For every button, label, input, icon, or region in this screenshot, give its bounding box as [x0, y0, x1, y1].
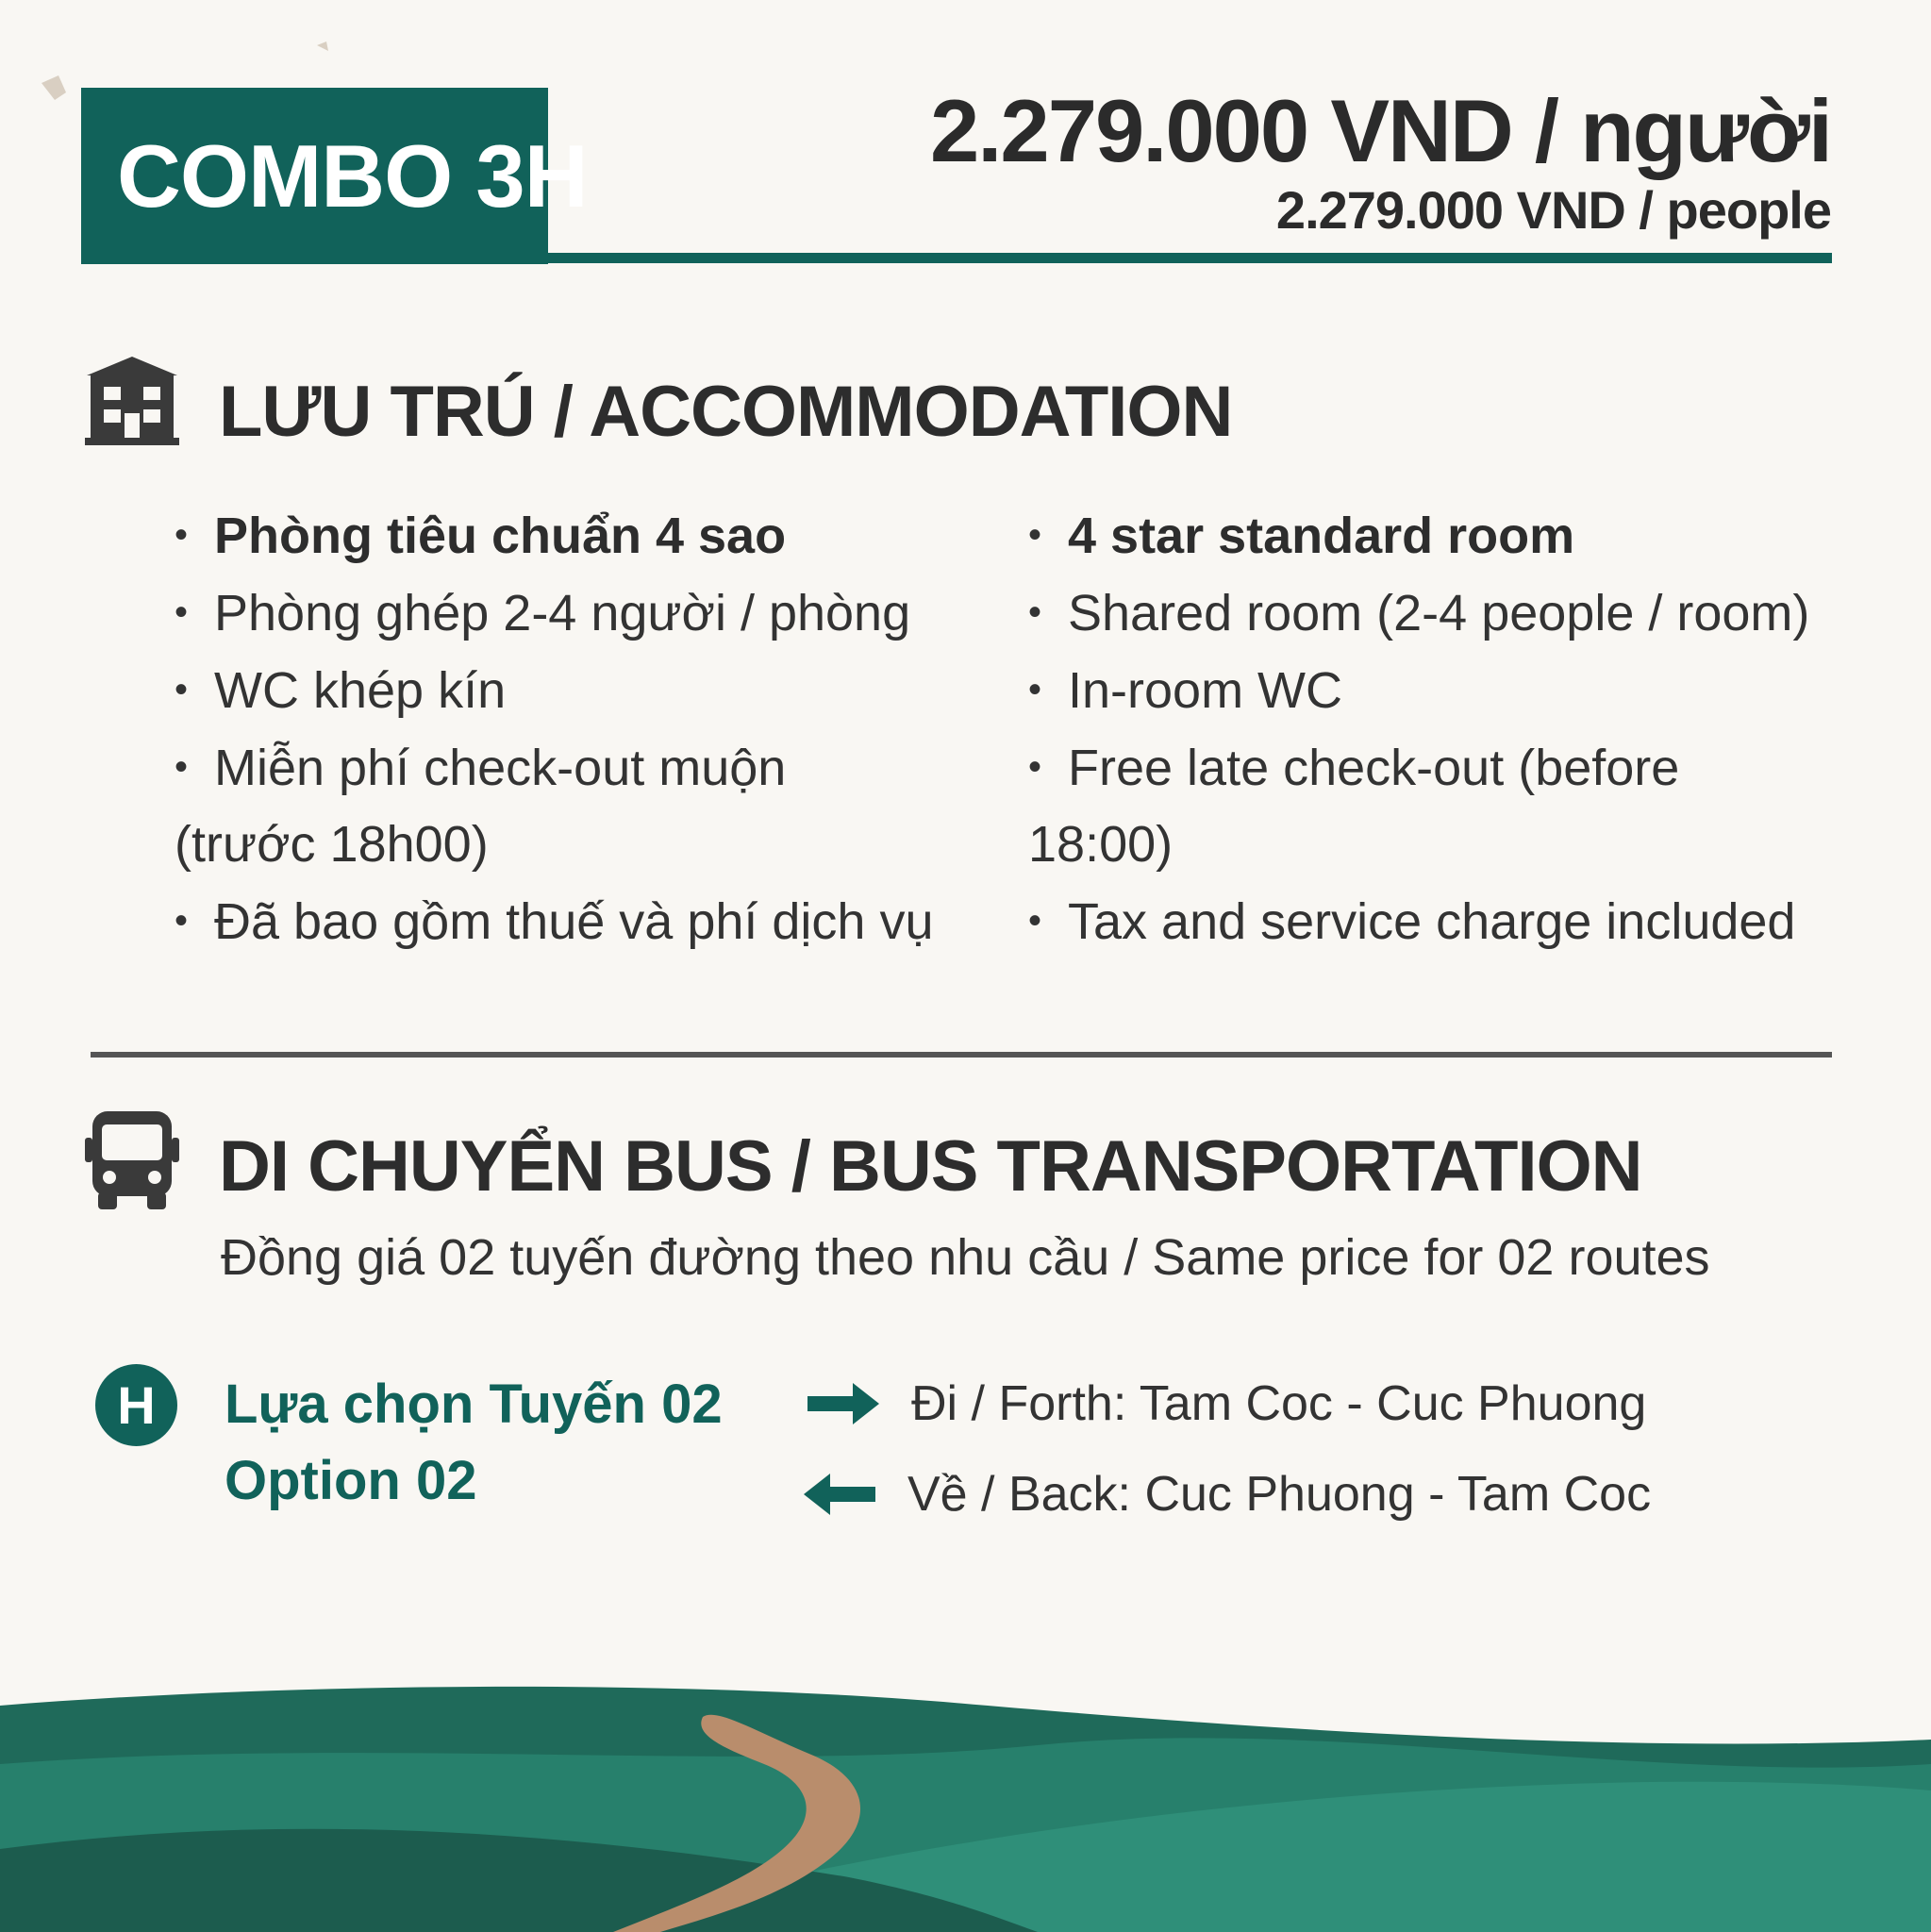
list-item: • Shared room (2-4 people / room) — [1028, 585, 1810, 641]
bus-heading: DI CHUYỂN BUS / BUS TRANSPORTATION — [219, 1126, 1642, 1207]
accommodation-list-vietnamese — [175, 497, 1005, 960]
price-english: 2.279.000 VND / people — [1275, 180, 1831, 240]
route-option-title — [225, 1366, 723, 1519]
building-icon — [85, 355, 179, 445]
bus-icon — [81, 1109, 183, 1211]
route-back: Về / Back: Cuc Phuong - Tam Coc — [907, 1467, 1652, 1522]
route-forth: Đi / Forth: Tam Coc - Cuc Phuong — [911, 1376, 1647, 1431]
section-divider — [91, 1052, 1832, 1058]
list-item: • Phòng ghép 2-4 người / phòng — [175, 585, 911, 641]
list-item: • 4 star standard room — [1028, 508, 1575, 564]
list-item-continuation: (trước 18h00) — [175, 816, 489, 873]
bus-stop-badge-icon: H — [95, 1364, 177, 1446]
bus-subtitle: Đồng giá 02 tuyến đường theo nhu cầu / Same price for 02 routes — [221, 1229, 1710, 1286]
route-option-vietnamese: Lựa chọn Tuyến 02 — [225, 1374, 723, 1435]
list-item: • Phòng tiêu chuẩn 4 sao — [175, 508, 787, 564]
list-item: • In-room WC — [1028, 662, 1343, 719]
list-item: • Đã bao gồm thuế và phí dịch vụ — [175, 893, 934, 950]
decorative-speck-icon — [38, 38, 340, 113]
combo-title: COMBO 3H — [117, 126, 588, 225]
accommodation-heading: LƯU TRÚ / ACCOMMODATION — [219, 372, 1233, 452]
list-item-continuation: 18:00) — [1028, 816, 1174, 873]
price-vietnamese: 2.279.000 VND / người — [930, 81, 1831, 180]
header-underline — [81, 253, 1832, 263]
arrow-left-icon — [802, 1472, 877, 1517]
list-item: • WC khép kín — [175, 662, 507, 719]
list-item: • Tax and service charge included — [1028, 893, 1796, 950]
list-item: • Miễn phí check-out muộn — [175, 740, 787, 796]
accommodation-list-english — [1028, 497, 1877, 960]
list-item: • Free late check-out (before — [1028, 740, 1680, 796]
arrow-right-icon — [806, 1381, 881, 1426]
landscape-illustration — [0, 1679, 1931, 1932]
route-option-english: Option 02 — [225, 1450, 477, 1511]
